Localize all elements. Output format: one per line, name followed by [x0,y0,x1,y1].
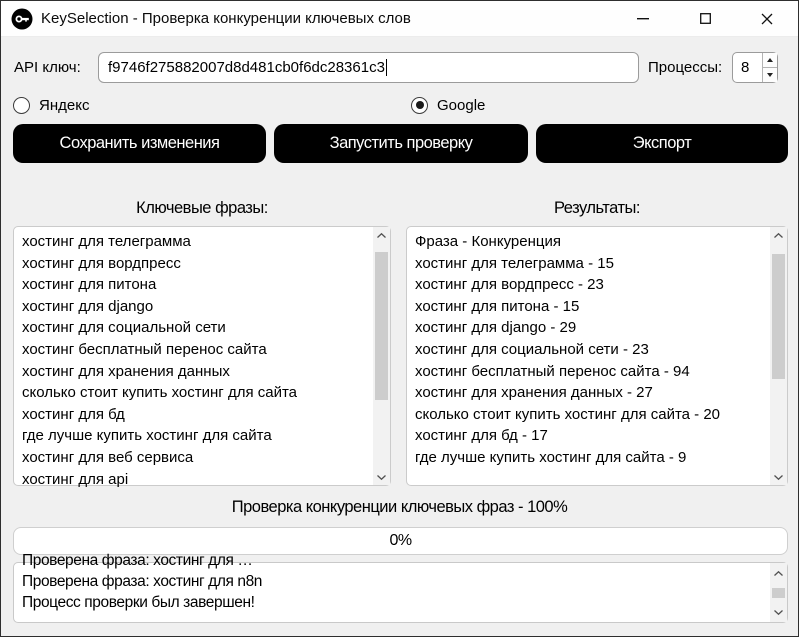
text-cursor [386,59,388,76]
list-item[interactable]: хостинг для питона [22,276,157,294]
window-title: KeySelection - Проверка конкуренции ключевых слов [41,10,411,27]
close-icon [761,13,773,25]
list-item[interactable]: хостинг для социальной сети - 23 [415,340,649,358]
list-item[interactable]: хостинг для телеграмма [22,233,191,250]
log-scrollbar[interactable] [770,563,787,622]
log-lines [22,571,762,613]
list-item[interactable]: хостинг для вордпресс - 23 [415,276,604,294]
scroll-down-icon[interactable] [770,604,787,620]
arrow-down-icon [767,73,773,77]
list-item[interactable]: хостинг для социальной сети [22,319,226,337]
minimize-icon [637,18,649,20]
scroll-down-icon[interactable] [373,469,390,485]
scroll-up-icon[interactable] [373,227,390,243]
api-key-value: f9746f275882007d8d481cb0f6dc28361c3 [108,59,385,76]
list-item[interactable]: сколько стоит купить хостинг для сайта [22,384,298,402]
arrow-up-icon [767,58,773,62]
list-item: Проверена фраза: хостинг для n8n [22,573,263,590]
list-item[interactable]: сколько стоит купить хостинг для сайта - 20 [415,405,721,423]
close-button[interactable] [736,1,798,36]
list-item[interactable]: хостинг для django [22,297,154,315]
spinner-up-button[interactable] [762,53,777,67]
save-changes-button[interactable]: Сохранить изменения [13,124,266,163]
title-bar [1,1,798,37]
list-item[interactable]: хостинг для телеграмма - 15 [415,254,614,272]
phrases-list [14,227,373,488]
list-item[interactable]: хостинг для бд - 17 [415,427,548,445]
results-listbox[interactable] [406,226,788,486]
list-item[interactable]: хостинг для api [22,470,129,488]
api-key-input[interactable] [98,52,639,83]
radio-dot [416,101,424,109]
scroll-down-icon[interactable] [770,469,787,485]
scroll-thumb[interactable] [375,252,388,400]
processes-value[interactable]: 8 [741,59,750,76]
radio-circle-unselected[interactable] [13,97,30,114]
scroll-up-icon[interactable] [770,565,787,581]
results-scrollbar[interactable] [770,227,787,485]
phrases-listbox[interactable] [13,226,391,486]
list-item[interactable]: хостинг бесплатный перенос сайта [22,340,267,358]
phrases-scrollbar[interactable] [373,227,390,485]
log-line-clipped: Проверена фраза: хостинг для … [22,552,253,569]
results-list [407,227,770,485]
processes-spinner[interactable] [732,52,778,83]
radio-yandex[interactable] [13,94,89,116]
list-item[interactable]: хостинг для веб сервиса [22,448,194,466]
list-item[interactable]: хостинг для django - 29 [415,319,577,337]
radio-circle-selected[interactable] [411,97,428,114]
radio-google[interactable] [411,94,485,116]
scroll-thumb[interactable] [772,254,785,379]
progress-bar-text: 0% [389,532,412,549]
results-header: Результаты: [554,199,640,217]
list-item[interactable]: хостинг для хранения данных - 27 [415,384,653,402]
minimize-button[interactable] [612,1,674,36]
list-item[interactable]: хостинг для питона - 15 [415,297,580,315]
app-key-icon [11,8,33,30]
list-item[interactable]: хостинг бесплатный перенос сайта - 94 [415,362,690,380]
run-check-button[interactable]: Запустить проверку [274,124,528,163]
list-item[interactable]: хостинг для вордпресс [22,254,181,272]
maximize-button[interactable] [674,1,736,36]
scroll-up-icon[interactable] [770,227,787,243]
phrases-header: Ключевые фразы: [136,199,268,217]
list-item[interactable]: Фраза - Конкуренция [415,233,561,250]
radio-google-label: Google [437,96,486,114]
list-item[interactable]: хостинг для хранения данных [22,362,230,380]
maximize-icon [700,13,711,24]
progress-status-label: Проверка конкуренции ключевых фраз - 100% [231,498,568,516]
list-item[interactable]: где лучше купить хостинг для сайта - 9 [415,448,687,466]
export-button[interactable]: Экспорт [536,124,788,163]
api-key-label: API ключ: [14,59,81,76]
scroll-thumb[interactable] [772,588,785,598]
log-box[interactable] [13,552,788,623]
list-item[interactable]: где лучше купить хостинг для сайта [22,427,272,445]
radio-yandex-label: Яндекс [39,96,90,114]
processes-label: Процессы: [648,59,723,76]
list-item: Процесс проверки был завершен! [22,594,255,611]
spinner-down-button[interactable] [762,67,777,82]
list-item[interactable]: хостинг для бд [22,405,125,423]
